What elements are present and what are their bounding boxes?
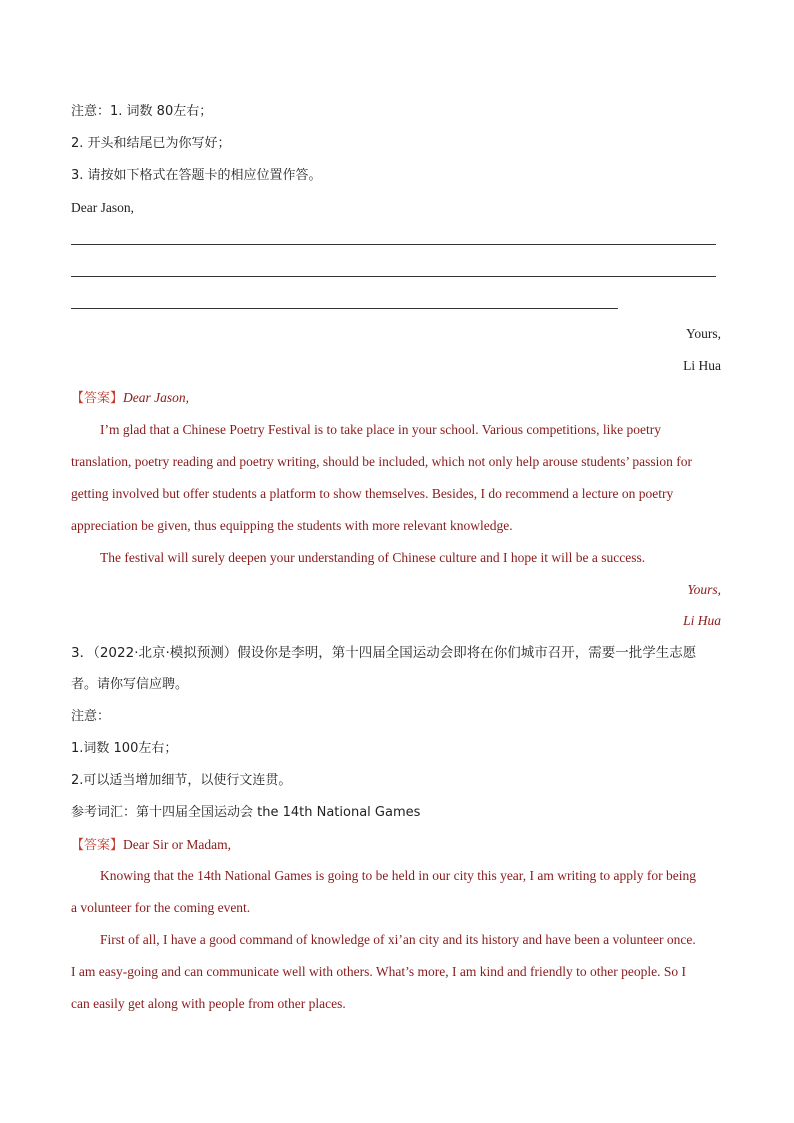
question-3-req-2: 2.可以适当增加细节，以使行文连贯。 [71, 773, 292, 788]
answer-1-line-1: I’m glad that a Chinese Poetry Festival is to take place in your school. Various competitions, like poetry [100, 422, 662, 437]
answer-blank-line-1 [71, 244, 716, 245]
letter-closing-1: Yours, [685, 326, 721, 341]
question-3-note: 注意： [71, 709, 111, 724]
note-line-3: 3. 请按如下格式在答题卡的相应位置作答。 [71, 168, 322, 183]
answer-3-line-1: Knowing that the 14th National Games is going to be held in our city this year, I am writing to apply for being [100, 868, 696, 883]
answer-1-line-2: translation, poetry reading and poetry writing, should be included, which not only help arouse students’ passion for [71, 454, 692, 469]
answer-blank-line-2 [71, 276, 716, 277]
question-3-vocab: 参考词汇：第十四届全国运动会 the 14th National Games [71, 805, 421, 820]
answer-salutation: Dear Jason, [123, 390, 190, 405]
answer-3-line-3: First of all, I have a good command of knowledge of xi’an city and its history and have been a volunteer once. [100, 932, 696, 947]
note-line-2: 2. 开头和结尾已为你写好； [71, 136, 231, 151]
answer-3-line-4: I am easy-going and can communicate well with others. What’s more, I am kind and friendly to other people. So I [71, 964, 686, 979]
answer-1-header [71, 388, 189, 409]
answer-1-line-5: The festival will surely deepen your understanding of Chinese culture and I hope it will be a success. [100, 550, 646, 565]
answer-tag: 【答案】 [71, 838, 124, 853]
answer-1-line-4: appreciation be given, thus equipping the students with more relevant knowledge. [71, 518, 513, 533]
letter-salutation: Dear Jason, [71, 200, 134, 215]
answer-3-header [71, 835, 231, 856]
answer-salutation: Dear Sir or Madam, [123, 837, 231, 852]
question-3-line-2: 者。请你写信应聘。 [71, 677, 189, 692]
answer-3-line-2: a volunteer for the coming event. [71, 900, 251, 915]
answer-1-closing-1: Yours, [687, 582, 721, 597]
answer-3-line-5: can easily get along with people from other places. [71, 996, 346, 1011]
note-line-1: 注意：1. 词数 80左右； [71, 104, 213, 119]
answer-1-line-3: getting involved but offer students a platform to show themselves. Besides, I do recommend a lecture on poetry [71, 486, 674, 501]
question-3-line-1: 3．（2022·北京·模拟预测）假设你是李明，第十四届全国运动会即将在你们城市召开，需要一批学生志愿 [71, 645, 697, 661]
answer-tag: 【答案】 [71, 391, 124, 406]
question-3-req-1: 1.词数 100左右； [71, 741, 178, 756]
answer-blank-line-3 [71, 308, 618, 309]
answer-1-closing-2: Li Hua [683, 613, 721, 628]
letter-closing-2: Li Hua [683, 358, 721, 373]
